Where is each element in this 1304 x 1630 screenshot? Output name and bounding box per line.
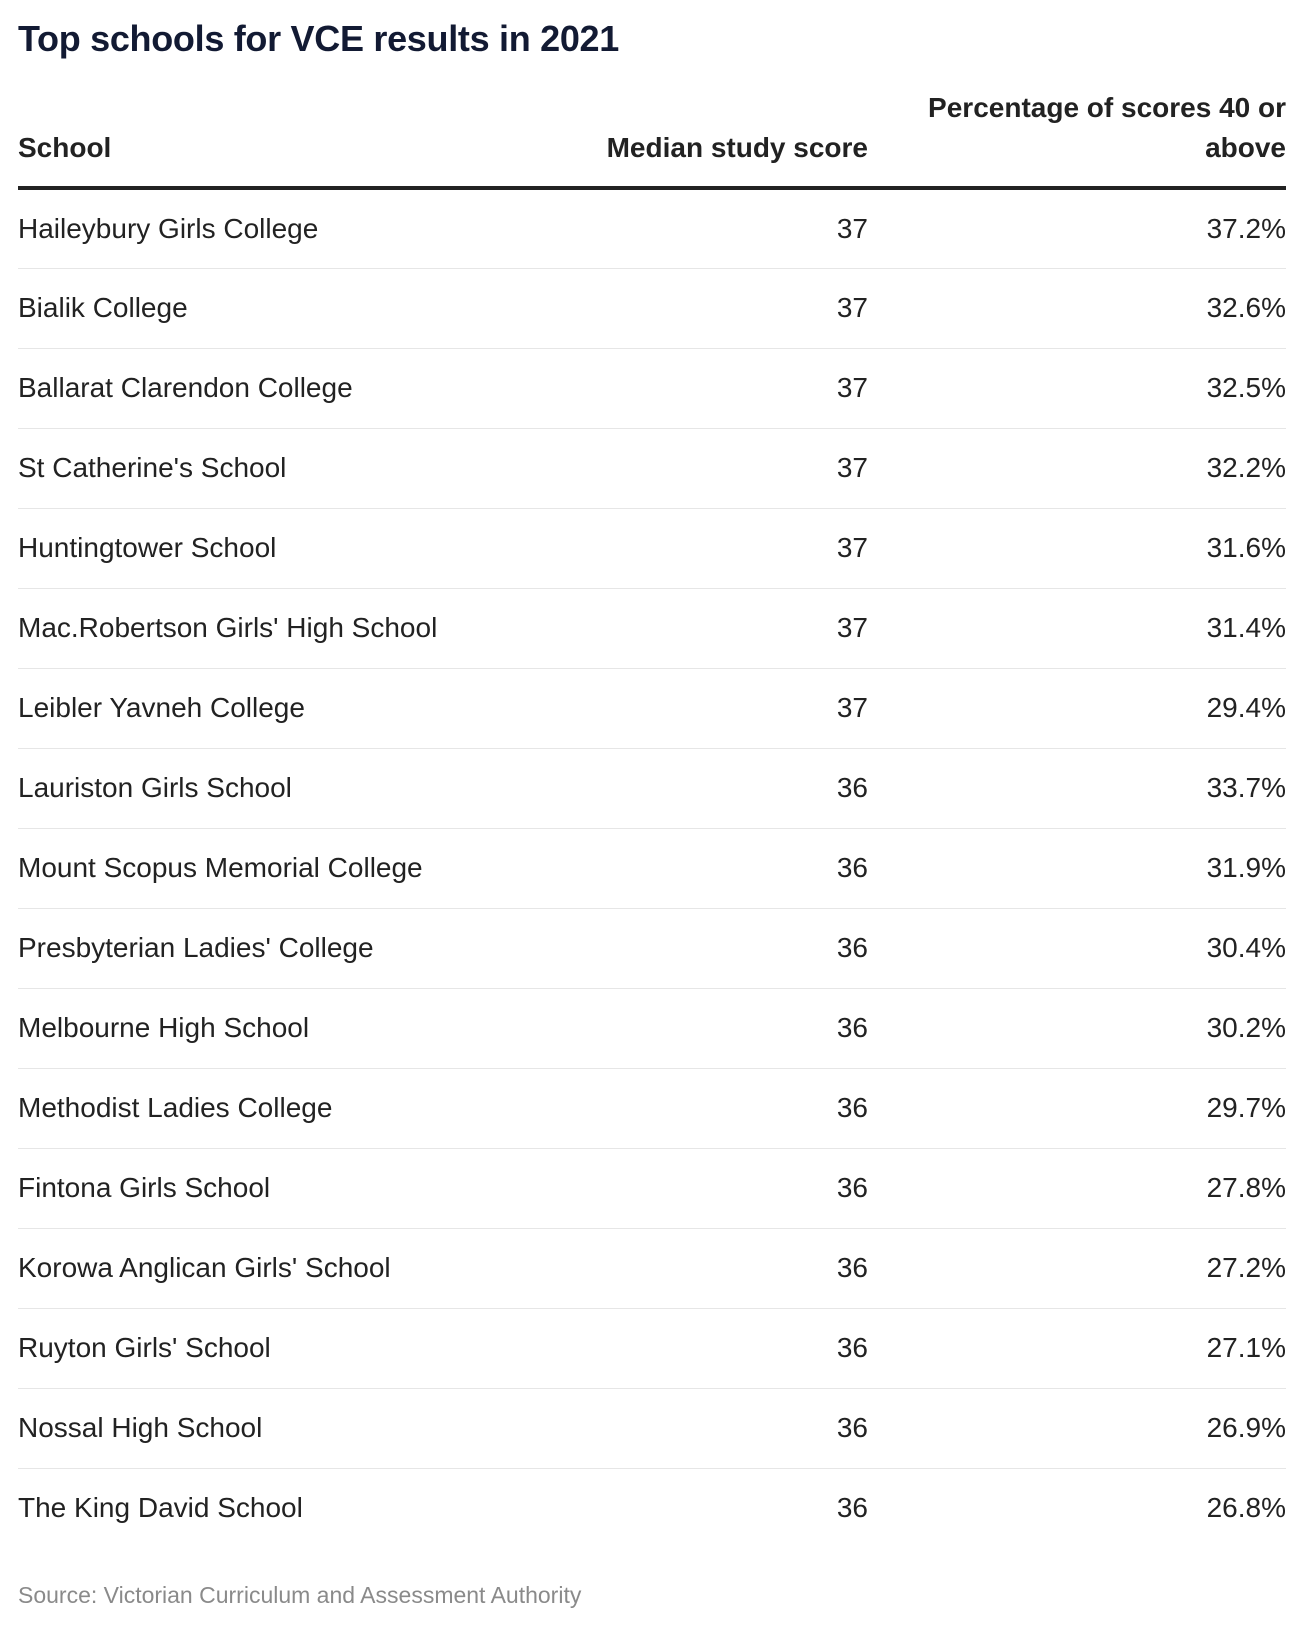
cell-school: Lauriston Girls School bbox=[18, 748, 558, 828]
cell-school: Leibler Yavneh College bbox=[18, 668, 558, 748]
cell-median-score: 37 bbox=[558, 588, 868, 668]
cell-percentage: 31.9% bbox=[868, 828, 1286, 908]
cell-school: Korowa Anglican Girls' School bbox=[18, 1228, 558, 1308]
column-header-school: School bbox=[18, 88, 558, 188]
column-header-median: Median study score bbox=[558, 88, 868, 188]
cell-school: Bialik College bbox=[18, 268, 558, 348]
cell-median-score: 36 bbox=[558, 988, 868, 1068]
table-row bbox=[18, 428, 1286, 508]
table-row bbox=[18, 588, 1286, 668]
table-row bbox=[18, 1068, 1286, 1148]
cell-percentage: 27.1% bbox=[868, 1308, 1286, 1388]
cell-median-score: 36 bbox=[558, 1068, 868, 1148]
cell-percentage: 30.4% bbox=[868, 908, 1286, 988]
cell-school: Fintona Girls School bbox=[18, 1148, 558, 1228]
cell-percentage: 31.4% bbox=[868, 588, 1286, 668]
cell-percentage: 26.9% bbox=[868, 1388, 1286, 1468]
cell-percentage: 29.7% bbox=[868, 1068, 1286, 1148]
table-row bbox=[18, 1308, 1286, 1388]
table-row bbox=[18, 668, 1286, 748]
cell-percentage: 32.5% bbox=[868, 348, 1286, 428]
cell-median-score: 37 bbox=[558, 268, 868, 348]
cell-median-score: 36 bbox=[558, 828, 868, 908]
table-row bbox=[18, 828, 1286, 908]
cell-median-score: 37 bbox=[558, 428, 868, 508]
cell-median-score: 37 bbox=[558, 188, 868, 268]
cell-school: Nossal High School bbox=[18, 1388, 558, 1468]
results-table bbox=[18, 88, 1286, 1548]
cell-median-score: 36 bbox=[558, 908, 868, 988]
cell-school: Haileybury Girls College bbox=[18, 188, 558, 268]
table-body bbox=[18, 188, 1286, 1548]
cell-median-score: 36 bbox=[558, 1228, 868, 1308]
cell-percentage: 27.2% bbox=[868, 1228, 1286, 1308]
source-note: Source: Victorian Curriculum and Assessment Authority bbox=[18, 1582, 582, 1608]
table-figure bbox=[18, 0, 1286, 1548]
cell-percentage: 32.2% bbox=[868, 428, 1286, 508]
table-row bbox=[18, 908, 1286, 988]
cell-percentage: 33.7% bbox=[868, 748, 1286, 828]
cell-school: Presbyterian Ladies' College bbox=[18, 908, 558, 988]
cell-median-score: 37 bbox=[558, 668, 868, 748]
cell-percentage: 29.4% bbox=[868, 668, 1286, 748]
cell-percentage: 26.8% bbox=[1206, 1492, 1286, 1524]
table-row bbox=[18, 1228, 1286, 1308]
table-row bbox=[18, 268, 1286, 348]
cell-school: St Catherine's School bbox=[18, 428, 558, 508]
table-row bbox=[18, 1148, 1286, 1228]
table-row bbox=[18, 348, 1286, 428]
cell-school: Ruyton Girls' School bbox=[18, 1308, 558, 1388]
cell-median-score: 36 bbox=[558, 1388, 868, 1468]
header-row bbox=[18, 88, 1286, 188]
cell-median-score: 36 bbox=[558, 748, 868, 828]
cell-school: Melbourne High School bbox=[18, 988, 558, 1068]
table-row bbox=[18, 188, 1286, 268]
cell-school: Ballarat Clarendon College bbox=[18, 348, 558, 428]
cell-school: Mac.Robertson Girls' High School bbox=[18, 588, 558, 668]
cell-school: Methodist Ladies College bbox=[18, 1068, 558, 1148]
cell-percentage: 32.6% bbox=[868, 268, 1286, 348]
cell-percentage: 30.2% bbox=[868, 988, 1286, 1068]
cell-percentage: 27.8% bbox=[868, 1148, 1286, 1228]
cell-percentage: 31.6% bbox=[868, 508, 1286, 588]
chart-title: Top schools for VCE results in 2021 bbox=[18, 18, 619, 59]
cell-school: Mount Scopus Memorial College bbox=[18, 828, 558, 908]
table-row bbox=[18, 988, 1286, 1068]
cell-percentage: 37.2% bbox=[868, 188, 1286, 268]
cell-median-score: 37 bbox=[558, 508, 868, 588]
cell-median-score: 36 bbox=[836, 1492, 868, 1524]
column-header-percentage: Percentage of scores 40 or above bbox=[868, 88, 1286, 188]
cell-school: Huntingtower School bbox=[18, 508, 558, 588]
cell-median-score: 36 bbox=[558, 1308, 868, 1388]
table-row bbox=[18, 1388, 1286, 1468]
cell-median-score: 36 bbox=[558, 1148, 868, 1228]
table-row bbox=[18, 508, 1286, 588]
table-row bbox=[18, 748, 1286, 828]
cell-median-score: 37 bbox=[558, 348, 868, 428]
cell-school: The King David School bbox=[18, 1492, 303, 1524]
table-row bbox=[18, 1468, 1286, 1548]
